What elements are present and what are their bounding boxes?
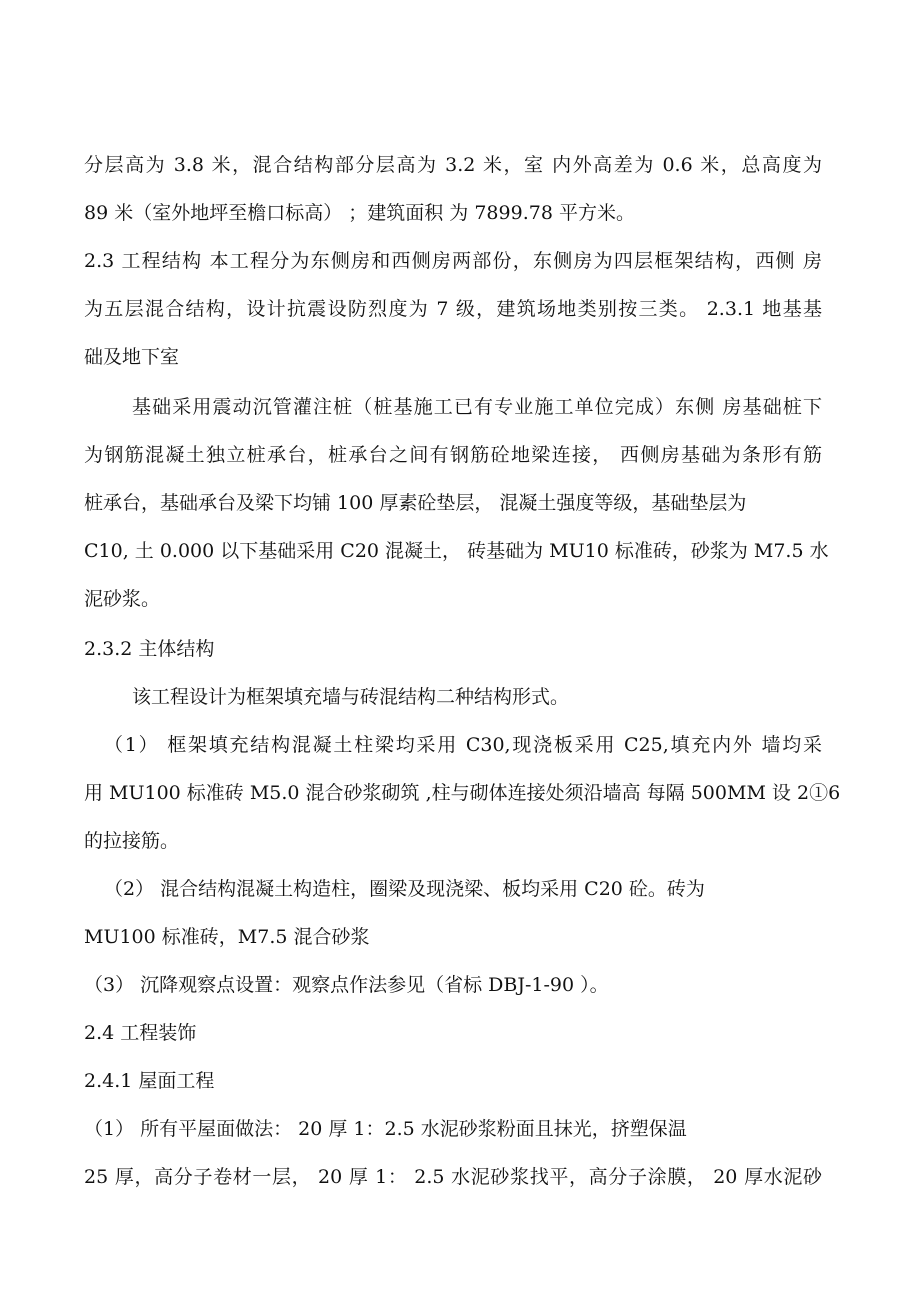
text-line: 25 厚，高分子卷材一层， 20 厚 1： 2.5 水泥砂浆找平，高分子涂膜， 20 厚水泥砂 (84, 1166, 822, 1188)
list-item-2: （2） 混合结构混凝土构造柱，圈梁及现浇梁、板均采用 C20 砼。砖为 (104, 878, 705, 900)
section-heading-2-4-1: 2.4.1 屋面工程 (84, 1070, 215, 1092)
text-line: MU100 标准砖，M7.5 混合砂浆 (84, 926, 370, 948)
text-line: 的拉接筋。 (84, 830, 180, 852)
text-line: 分层高为 3.8 米，混合结构部分层高为 3.2 米，室 内外高差为 0.6 米，总高度为 (84, 154, 822, 176)
section-heading-2-4: 2.4 工程装饰 (84, 1022, 197, 1044)
list-item-3: （3） 沉降观察点设置：观察点作法参见（省标 DBJ-1-90 ）。 (84, 974, 609, 996)
text-line: C10, 土 0.000 以下基础采用 C20 混凝土， 砖基础为 MU10 标准砖，砂浆为 M7.5 水 (84, 540, 829, 562)
list-item-1: （1） 所有平屋面做法： 20 厚 1：2.5 水泥砂浆粉面且抹光，挤塑保温 (84, 1118, 687, 1140)
text-line: 础及地下室 (84, 346, 180, 368)
list-item-1: （1） 框架填充结构混凝土柱梁均采用 C30,现浇板采用 C25,填充内外 墙均采 (104, 734, 822, 756)
paragraph-start: 基础采用震动沉管灌注桩（桩基施工已有专业施工单位完成）东侧 房基础桩下 (132, 396, 822, 418)
section-heading-2-3-2: 2.3.2 主体结构 (84, 638, 215, 660)
text-line: 为五层混合结构，设计抗震设防烈度为 7 级，建筑场地类别按三类。 2.3.1 地基基 (84, 298, 822, 320)
section-heading-2-3: 2.3 工程结构 本工程分为东侧房和西侧房两部份，东侧房为四层框架结构，西侧 房 (84, 250, 822, 272)
text-line: 泥砂浆。 (84, 588, 161, 610)
text-line: 为钢筋混凝土独立桩承台，桩承台之间有钢筋砼地梁连接， 西侧房基础为条形有筋 (84, 444, 822, 466)
text-line: 89 米（室外地坪至檐口标高） ；建筑面积 为 7899.78 平方米。 (84, 202, 635, 224)
text-line: 桩承台，基础承台及梁下均铺 100 厚素砼垫层， 混凝土强度等级，基础垫层为 (84, 492, 747, 514)
text-line: 用 MU100 标准砖 M5.0 混合砂浆砌筑 ,柱与砌体连接处须沿墙高 每隔 500MM 设 2①6 (84, 782, 841, 804)
paragraph-start: 该工程设计为框架填充墙与砖混结构二种结构形式。 (132, 686, 570, 708)
